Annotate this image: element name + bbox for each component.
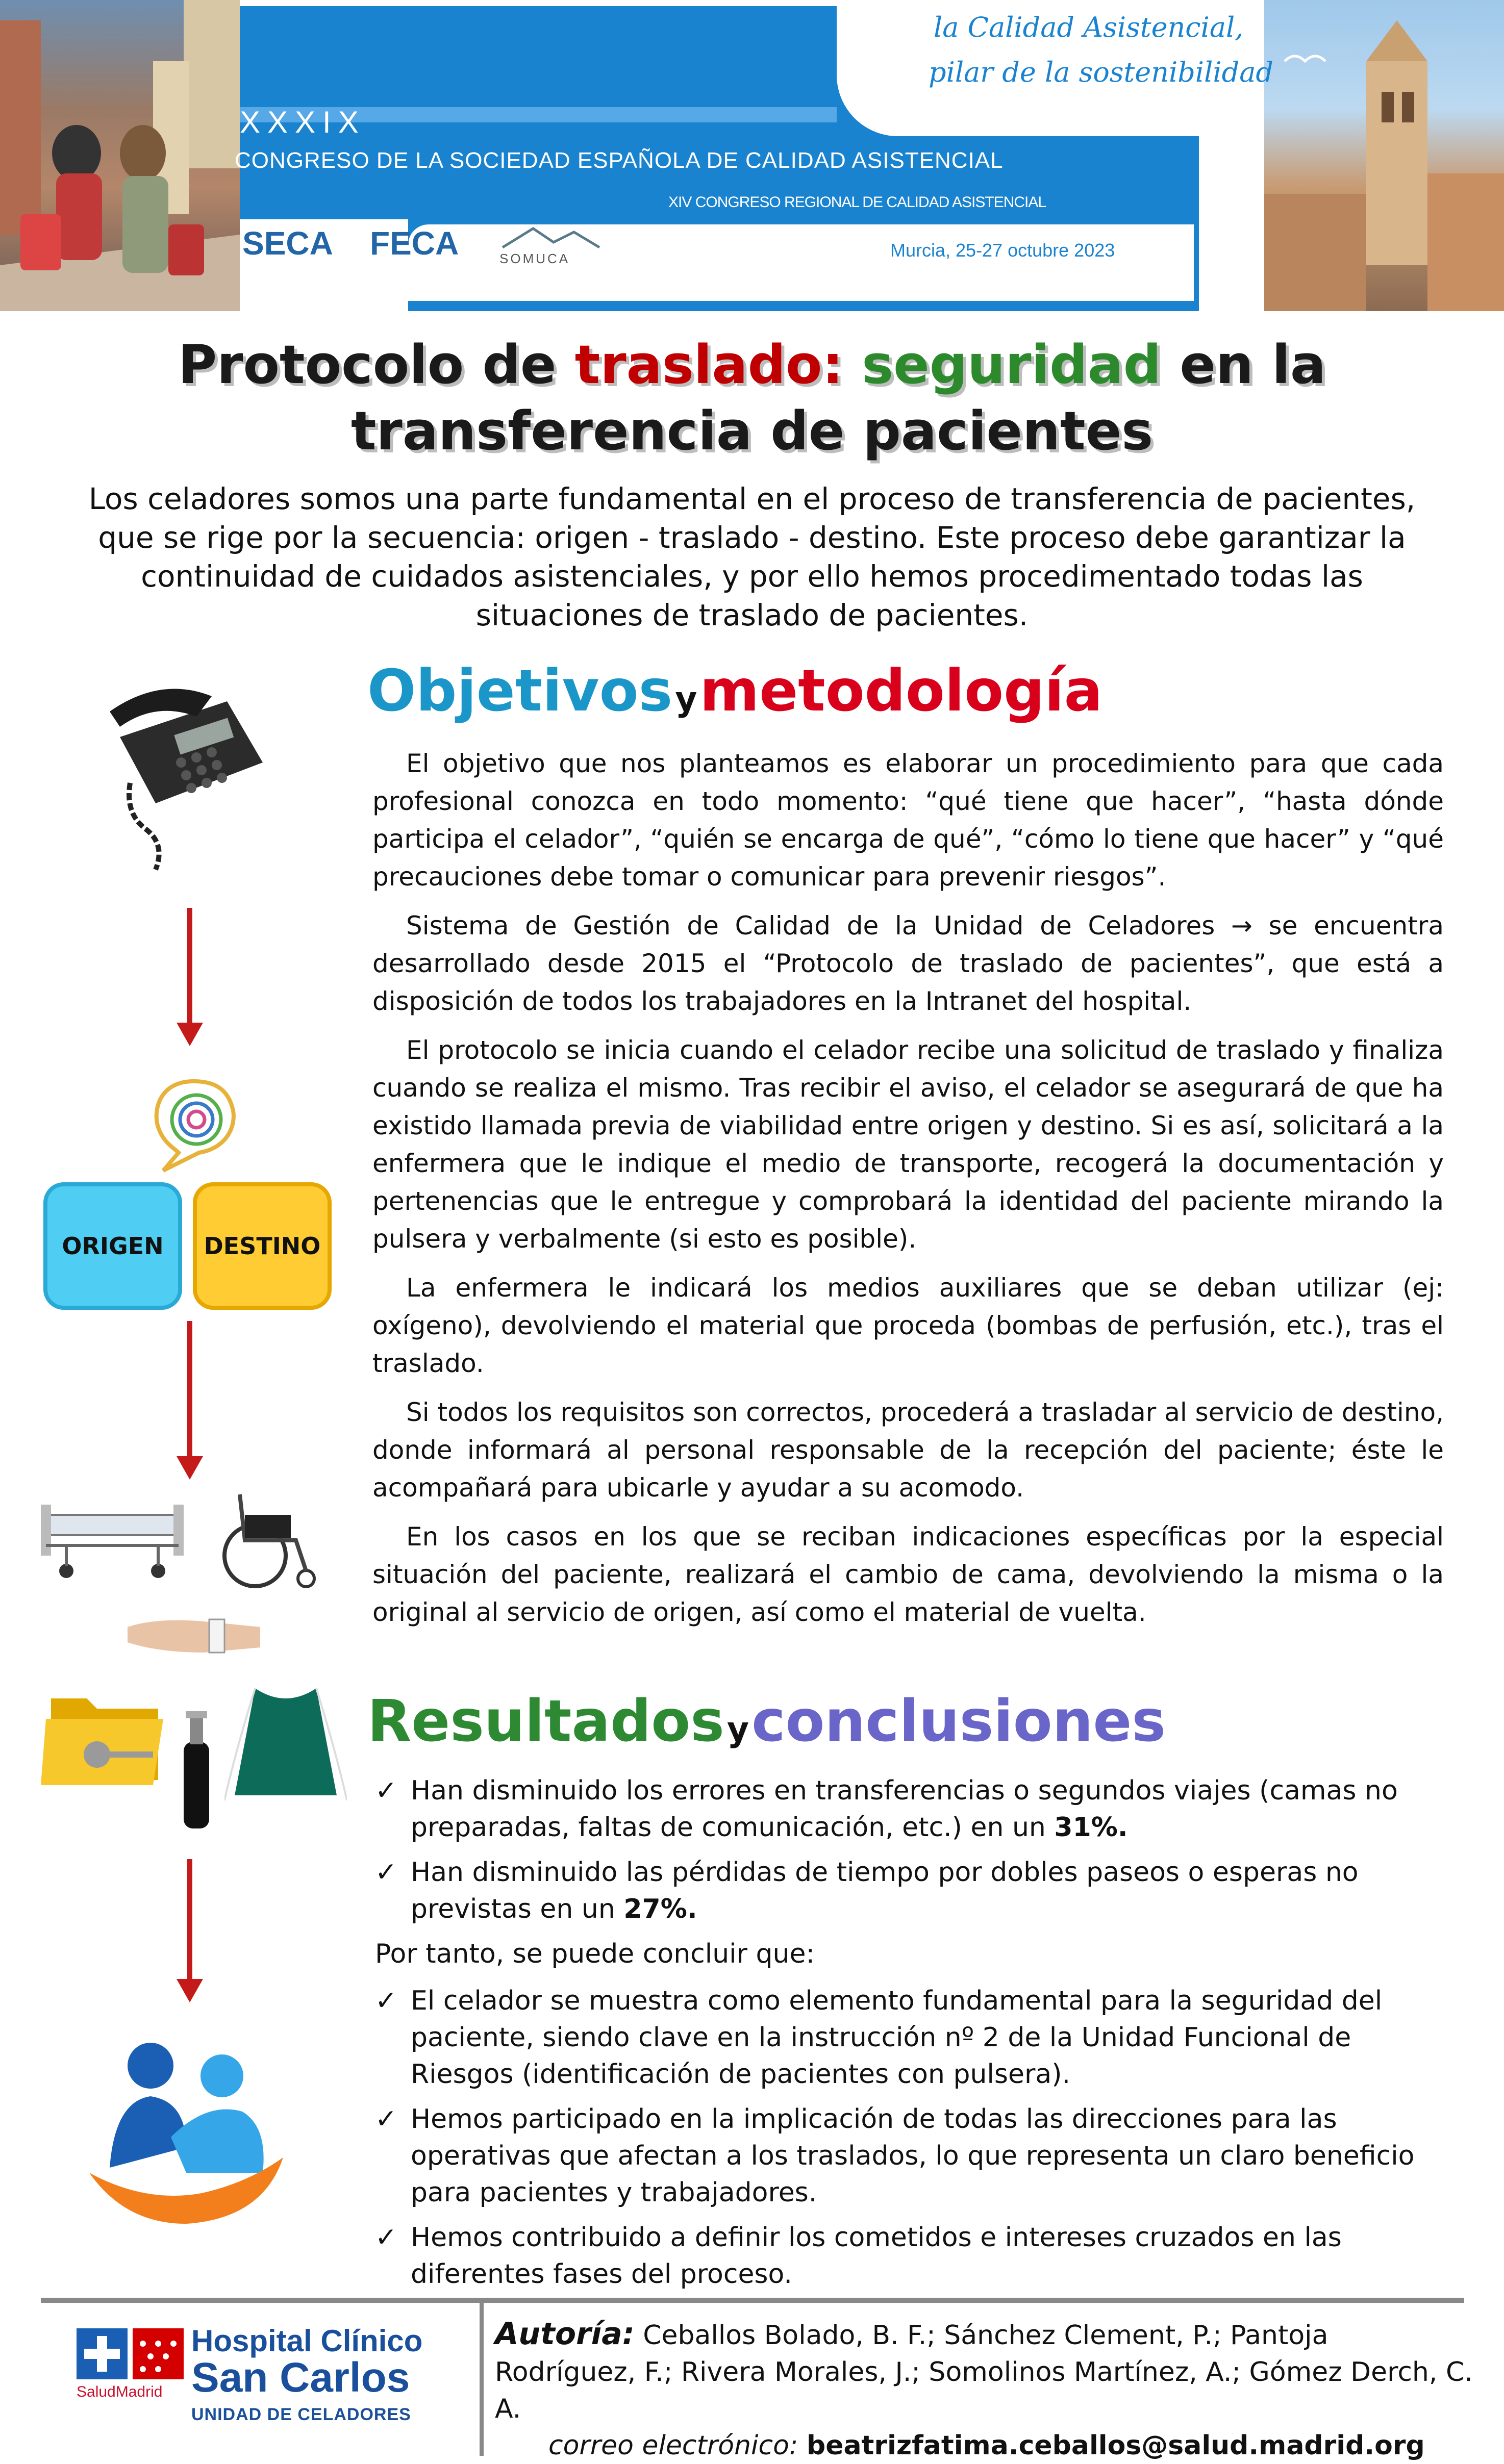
results-body: [375, 1772, 1446, 2301]
congress-banner: [0, 0, 1504, 311]
origin-label: ORIGEN: [62, 1232, 164, 1260]
title-text-1: Protocolo de: [178, 334, 575, 396]
telephone-image: [99, 681, 268, 875]
unit-name: UNIDAD DE CELADORES: [191, 2405, 411, 2424]
check-icon: ✓: [375, 2104, 397, 2135]
flow-arrow-3: [187, 1859, 192, 1982]
conclusion-item: [375, 1983, 1446, 2093]
result-item: [375, 1854, 1446, 1927]
results-list: [375, 1772, 1446, 1927]
salud-madrid-logo: [77, 2328, 189, 2405]
hand-wristband-icon: [122, 1602, 265, 1658]
speech-bubble-logo: [143, 1076, 245, 1173]
feca-logo: FECA: [370, 225, 459, 262]
telephone-icon: [99, 681, 268, 875]
result-item: [375, 1772, 1446, 1846]
belongings-bag-image: [224, 1678, 347, 1811]
objectives-paragraph: En los casos en los que se reciban indicaciones específicas por la especial situación del paciente, realizará el cambio de cama, devolviendo la misma o la original al servicio de origen, así como el material de vuelta.: [372, 1522, 1444, 1627]
banner-top-stripe: [240, 0, 1264, 6]
hospital-bed-image: [36, 1484, 189, 1586]
title-text-traslado: traslado:: [574, 334, 844, 396]
objectives-paragraph: Sistema de Gestión de Calidad de la Unidad de Celadores → se encuentra desarrollado desde 2015 el “Protocolo de traslado de pacientes”, que está a disposición de todos los trabajadores en la Intranet del hospital.: [372, 911, 1444, 1016]
place-date: Murcia, 25-27 octubre 2023: [890, 240, 1115, 261]
flow-arrow-2: [187, 1321, 192, 1459]
objectives-heading-conj: y: [675, 679, 697, 719]
check-icon: ✓: [375, 1857, 397, 1888]
authors-block: [495, 2316, 1474, 2464]
title-text-5: en la: [1161, 334, 1326, 396]
conclusion-text: Hemos participado en la implicación de todas las direcciones para las operativas que afectan a los traslados, lo que representa un claro beneficio para pacientes y trabajadores.: [411, 2104, 1415, 2208]
poster-title-line-2: transferencia de pacientes: [350, 400, 1154, 462]
results-heading-a: Resultados: [367, 1688, 724, 1755]
results-heading-conj: y: [726, 1710, 749, 1749]
conclusion-text: Hemos contribuido a definir los cometidos e intereses cruzados en las diferentes fases del proceso.: [411, 2222, 1342, 2290]
origin-box: [43, 1182, 182, 1310]
folder-key-image: [31, 1683, 173, 1790]
authors-list: Ceballos Bolado, B. F.; Sánchez Clement, P.; Pantoja Rodríguez, F.; Rivera Morales, J.; Somolinos Martínez, A.; Gómez Derch, C. A.: [495, 2320, 1473, 2424]
objectives-heading-a: Objetivos: [367, 658, 673, 724]
intro-paragraph: Los celadores somos una parte fundamental en el proceso de transferencia de pacientes, que se rige por la secuencia: origen - traslado - destino. Este proceso debe garantizar la continuidad de cuidados asistenciales, y por ello hemos procedimentado todas las situaciones de traslado de pacientes.: [88, 481, 1416, 632]
email-address[interactable]: beatrizfatima.ceballos@salud.madrid.org: [806, 2430, 1425, 2461]
destination-box: [193, 1182, 332, 1310]
conclusion-text: El celador se muestra como elemento fundamental para la seguridad del paciente, siendo clave en la instrucción nº 2 de la Unidad Funcional de Riesgos (identificación de pacientes con pulsera).: [411, 1986, 1383, 2090]
drawstring-bag-icon: [224, 1678, 347, 1811]
check-icon: ✓: [375, 1986, 397, 2016]
slogan-line-1: la Calidad Asistencial,: [934, 11, 1244, 43]
flow-arrow-2-head: [177, 1456, 203, 1480]
salud-madrid-text: SaludMadrid: [77, 2383, 163, 2400]
somuca-text: SOMUCA: [499, 251, 570, 266]
objectives-heading: [367, 658, 1102, 724]
objectives-body: [372, 745, 1444, 1642]
oxygen-bottle-icon: [179, 1706, 214, 1831]
result-value: 31%.: [1054, 1812, 1128, 1843]
footer-divider: [41, 2298, 1464, 2303]
result-text: Han disminuido las pérdidas de tiempo por dobles paseos o esperas no previstas en un: [411, 1857, 1359, 1924]
somuca-logo: [497, 224, 605, 270]
regional-congress: XIV CONGRESO REGIONAL DE CALIDAD ASISTENCIAL: [668, 194, 1046, 211]
objectives-heading-b: metodología: [699, 658, 1103, 724]
result-text: Han disminuido los errores en transferencias o segundos viajes (camas no preparadas, faltas de comunicación, etc.) en un: [411, 1775, 1398, 1843]
title-text-seguridad: seguridad: [862, 334, 1162, 396]
folder-key-icon: [31, 1683, 173, 1790]
results-heading: [367, 1688, 1166, 1755]
congress-number: XXXIX: [240, 105, 366, 139]
email-label: correo electrónico:: [548, 2430, 807, 2461]
check-icon: ✓: [375, 2222, 397, 2253]
wheelchair-image: [209, 1484, 327, 1591]
footer-vertical-divider: [480, 2303, 484, 2456]
results-heading-b: conclusiones: [751, 1688, 1166, 1755]
care-people-image: [84, 2035, 288, 2229]
poster-title-line-1: [0, 332, 1504, 398]
objectives-paragraph: Si todos los requisitos son correctos, procederá a trasladar al servicio de destino, donde informará al personal responsable de la recepción del paciente; éste le acompañará para ubicarle y ayudar a su acomodo.: [372, 1398, 1444, 1503]
objectives-paragraph: El objetivo que nos planteamos es elaborar un procedimiento para que cada profesional conozca en todo momento: “qué tiene que hacer”, “hasta dónde participa el celador”, “quién se encarga de qué”, “cómo lo tiene que hacer” y “qué precauciones debe tomar o comunicar para prevenir riesgos”.: [372, 749, 1444, 892]
authors-label: Autoría:: [495, 2316, 635, 2352]
title-space: [843, 334, 862, 396]
conclusions-list: [375, 1983, 1446, 2293]
conclude-intro: Por tanto, se puede concluir que:: [375, 1939, 815, 1969]
flow-arrow-1: [187, 908, 192, 1025]
slogan-line-2: pilar de la sostenibilidad: [929, 56, 1273, 88]
cathedral-illustration: [1264, 0, 1504, 311]
objectives-paragraph: La enfermera le indicará los medios auxiliares que se deban utilizar (ej: oxígeno), devolviendo el material que proceda (bombas de perfusión, etc.), tras el traslado.: [372, 1273, 1444, 1378]
helping-people-icon: [84, 2035, 288, 2229]
wheelchair-icon: [209, 1484, 327, 1591]
madrid-flag-icon: [77, 2328, 189, 2384]
destination-label: DESTINO: [204, 1232, 321, 1260]
result-value: 27%.: [623, 1894, 697, 1924]
congress-name: CONGRESO DE LA SOCIEDAD ESPAÑOLA DE CALIDAD ASISTENCIAL: [235, 148, 1004, 173]
hospital-bed-icon: [36, 1484, 189, 1586]
flow-arrow-3-head: [177, 1979, 203, 2002]
hospital-name-line-2: San Carlos: [191, 2354, 410, 2401]
conclusion-item: [375, 2219, 1446, 2293]
seca-logo: SECA: [242, 225, 333, 262]
travelers-illustration: [0, 0, 240, 311]
somuca-roof-icon: [497, 224, 605, 250]
email-line: [548, 2427, 1474, 2464]
hospital-name-line-1: Hospital Clínico: [191, 2324, 423, 2358]
wristband-image: [122, 1602, 265, 1658]
objectives-paragraph: El protocolo se inicia cuando el celador recibe una solicitud de traslado y finaliza cuando se realiza el mismo. Tras recibir el aviso, el celador se asegurará de que ha existido llamada previa de viabilidad entre origen y destino. Si es así, solicitará a la enfermera que le indique el medio de transporte, recogerá la documentación y pertenencias que le entregue y comprobará la identidad del paciente mirando la pulsera y verbalmente (si esto es posible).: [372, 1035, 1444, 1254]
target-speech-icon: [143, 1076, 245, 1173]
banner-illustration-travelers: [0, 0, 240, 311]
conclusion-item: [375, 2101, 1446, 2211]
banner-illustration-cathedral: [1264, 0, 1504, 311]
check-icon: ✓: [375, 1775, 397, 1806]
oxygen-bottle-image: [179, 1706, 214, 1831]
flow-arrow-1-head: [177, 1023, 203, 1046]
